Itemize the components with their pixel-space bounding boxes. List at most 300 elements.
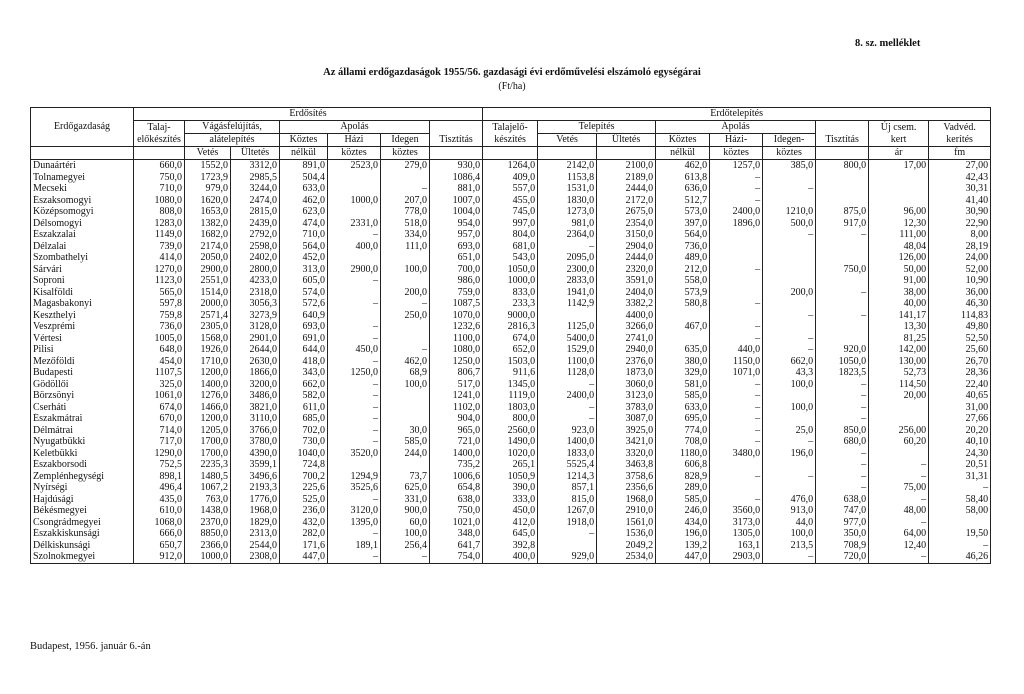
table-cell: 1710,0: [185, 356, 231, 368]
table-cell: –: [710, 298, 763, 310]
table-cell: 912,0: [134, 551, 185, 563]
table-cell: 20,20: [929, 425, 991, 437]
table-cell: 409,0: [483, 172, 538, 184]
table-cell: 30,31: [929, 183, 991, 195]
table-cell: 920,0: [816, 344, 869, 356]
table-cell: 881,0: [430, 183, 483, 195]
table-cell: 3780,0: [231, 436, 280, 448]
row-name: Vértesi: [31, 333, 134, 345]
table-cell: 1873,0: [597, 367, 656, 379]
table-cell: 917,0: [816, 218, 869, 230]
table-cell: 96,00: [869, 206, 929, 218]
table-cell: 518,0: [381, 218, 430, 230]
table-cell: 49,80: [929, 321, 991, 333]
table-cell: [869, 402, 929, 414]
table-cell: 1568,0: [185, 333, 231, 345]
table-cell: 334,0: [381, 229, 430, 241]
col-vetes: Vetés: [185, 147, 231, 160]
group-apolas2: Ápolás: [656, 121, 816, 134]
table-cell: 640,9: [280, 310, 328, 322]
row-name: Mezőföldi: [31, 356, 134, 368]
table-cell: 2049,2: [597, 540, 656, 552]
table-cell: 750,0: [134, 172, 185, 184]
table-cell: 46,30: [929, 298, 991, 310]
table-cell: 1264,0: [483, 160, 538, 172]
table-cell: [710, 310, 763, 322]
table-cell: 22,40: [929, 379, 991, 391]
table-cell: 100,0: [763, 402, 816, 414]
table-cell: [538, 310, 597, 322]
table-cell: 1400,0: [538, 436, 597, 448]
table-cell: 20,51: [929, 459, 991, 471]
table-cell: 246,0: [656, 505, 710, 517]
table-cell: 2675,0: [597, 206, 656, 218]
table-cell: 450,0: [328, 344, 381, 356]
table-cell: [816, 333, 869, 345]
table-cell: 4390,0: [231, 448, 280, 460]
table-cell: 12,30: [869, 218, 929, 230]
table-row: [31, 367, 991, 379]
table-cell: 543,0: [483, 252, 538, 264]
table-cell: 564,0: [280, 241, 328, 253]
table-cell: 574,0: [280, 287, 328, 299]
table-cell: 52,00: [929, 264, 991, 276]
table-cell: 2320,0: [597, 264, 656, 276]
row-name: Dunaártéri: [31, 160, 134, 172]
table-cell: 1050,0: [816, 356, 869, 368]
table-cell: [710, 229, 763, 241]
table-cell: [710, 459, 763, 471]
col-hazi-koztes: Házi: [328, 134, 381, 147]
table-cell: 754,0: [430, 551, 483, 563]
table-cell: 2644,0: [231, 344, 280, 356]
table-cell: 496,4: [134, 482, 185, 494]
table-cell: 1232,6: [430, 321, 483, 333]
table-cell: 800,0: [483, 413, 538, 425]
table-cell: 2598,0: [231, 241, 280, 253]
table-cell: 1200,0: [185, 367, 231, 379]
footer-date: Budapest, 1956. január 6.-án: [30, 641, 151, 652]
table-cell: 662,0: [280, 379, 328, 391]
table-cell: 806,7: [430, 367, 483, 379]
table-cell: 1823,5: [816, 367, 869, 379]
table-cell: 130,00: [869, 356, 929, 368]
table-cell: 1536,0: [597, 528, 656, 540]
table-cell: 638,0: [816, 494, 869, 506]
table-cell: [381, 413, 430, 425]
col-talaj-b: előkészítés: [134, 134, 185, 147]
table-cell: –: [816, 471, 869, 483]
table-cell: 654,8: [430, 482, 483, 494]
table-cell: 1257,0: [710, 160, 763, 172]
table-cell: 3110,0: [231, 413, 280, 425]
table-cell: 2095,0: [538, 252, 597, 264]
table-cell: 2940,0: [597, 344, 656, 356]
table-cell: –: [869, 551, 929, 563]
table-cell: –: [538, 402, 597, 414]
col-vad-c: fm: [929, 147, 991, 160]
table-cell: 418,0: [280, 356, 328, 368]
table-row: [31, 172, 991, 184]
table-cell: 720,0: [816, 551, 869, 563]
col-vetes2: Vetés: [538, 134, 597, 147]
table-row: [31, 402, 991, 414]
table-cell: 3525,6: [328, 482, 381, 494]
table-cell: 965,0: [430, 425, 483, 437]
table-cell: –: [816, 379, 869, 391]
table-cell: [763, 482, 816, 494]
table-cell: 200,0: [381, 287, 430, 299]
table-cell: –: [763, 183, 816, 195]
table-cell: 710,0: [280, 229, 328, 241]
table-cell: 1866,0: [231, 367, 280, 379]
table-cell: 139,2: [656, 540, 710, 552]
table-cell: –: [328, 436, 381, 448]
table-cell: 898,1: [134, 471, 185, 483]
table-cell: 1004,0: [430, 206, 483, 218]
table-cell: –: [328, 229, 381, 241]
table-cell: 977,0: [816, 517, 869, 529]
table-cell: 717,0: [134, 436, 185, 448]
table-cell: –: [328, 356, 381, 368]
table-cell: –: [710, 195, 763, 207]
table-cell: 2300,0: [538, 264, 597, 276]
table-cell: 2331,0: [328, 218, 381, 230]
table-cell: 558,0: [656, 275, 710, 287]
table-cell: 666,0: [134, 528, 185, 540]
table-cell: 28,19: [929, 241, 991, 253]
table-cell: 380,0: [656, 356, 710, 368]
row-name: Szombathelyi: [31, 252, 134, 264]
table-row: [31, 252, 991, 264]
table-cell: 43,3: [763, 367, 816, 379]
table-cell: 25,0: [763, 425, 816, 437]
table-cell: 114,50: [869, 379, 929, 391]
sub-empty: [430, 147, 483, 160]
table-cell: 200,0: [763, 287, 816, 299]
table-row: [31, 528, 991, 540]
table-cell: 815,0: [538, 494, 597, 506]
table-cell: 504,4: [280, 172, 328, 184]
table-cell: [763, 195, 816, 207]
table-cell: –: [538, 528, 597, 540]
table-cell: 3056,3: [231, 298, 280, 310]
table-cell: [328, 172, 381, 184]
table-cell: 721,0: [430, 436, 483, 448]
table-cell: 13,30: [869, 321, 929, 333]
table-cell: 467,0: [656, 321, 710, 333]
table-cell: 693,0: [280, 321, 328, 333]
table-cell: 325,0: [134, 379, 185, 391]
table-cell: 64,00: [869, 528, 929, 540]
table-cell: 929,0: [538, 551, 597, 563]
table-cell: 20,00: [869, 390, 929, 402]
table-cell: 1273,0: [538, 206, 597, 218]
table-cell: –: [710, 321, 763, 333]
table-cell: 40,00: [869, 298, 929, 310]
table-cell: 582,0: [280, 390, 328, 402]
table-cell: 997,0: [483, 218, 538, 230]
row-name: Északkiskunsági: [31, 528, 134, 540]
table-cell: –: [869, 494, 929, 506]
table-cell: 1561,0: [597, 517, 656, 529]
table-cell: 691,0: [280, 333, 328, 345]
table-cell: 196,0: [656, 528, 710, 540]
table-cell: 1000,0: [483, 275, 538, 287]
table-cell: 141,17: [869, 310, 929, 322]
table-cell: –: [763, 333, 816, 345]
row-name: Nyírségi: [31, 482, 134, 494]
table-cell: 2172,0: [597, 195, 656, 207]
table-cell: 114,83: [929, 310, 991, 322]
table-cell: 212,0: [656, 264, 710, 276]
col-koztes2: Köztes: [656, 134, 710, 147]
table-cell: –: [710, 436, 763, 448]
table-cell: 2142,0: [538, 160, 597, 172]
table-cell: 48,04: [869, 241, 929, 253]
table-row: [31, 310, 991, 322]
table-cell: –: [929, 482, 991, 494]
table-cell: 1529,0: [538, 344, 597, 356]
table-cell: 3173,0: [710, 517, 763, 529]
table-cell: 1149,0: [134, 229, 185, 241]
table-cell: 500,0: [763, 218, 816, 230]
table-cell: 2544,0: [231, 540, 280, 552]
table-cell: 670,0: [134, 413, 185, 425]
table-cell: 635,0: [656, 344, 710, 356]
table-row: [31, 471, 991, 483]
table-cell: 3486,0: [231, 390, 280, 402]
col-tisztitas: [430, 121, 483, 134]
table-cell: 2901,0: [231, 333, 280, 345]
table-cell: 447,0: [280, 551, 328, 563]
table-cell: 759,8: [134, 310, 185, 322]
table-cell: 189,1: [328, 540, 381, 552]
table-cell: [710, 275, 763, 287]
table-cell: 638,0: [430, 494, 483, 506]
table-cell: [816, 195, 869, 207]
table-cell: 8850,0: [185, 528, 231, 540]
table-cell: [763, 172, 816, 184]
table-cell: 2050,0: [185, 252, 231, 264]
table-row: [31, 287, 991, 299]
table-cell: 450,0: [483, 505, 538, 517]
table-cell: 2364,0: [538, 229, 597, 241]
table-cell: 2193,3: [231, 482, 280, 494]
col-tisztitas-label: Tisztítás: [430, 134, 483, 147]
table-cell: 2402,0: [231, 252, 280, 264]
table-cell: 581,0: [656, 379, 710, 391]
table-cell: 3520,0: [328, 448, 381, 460]
table-cell: 3783,0: [597, 402, 656, 414]
table-cell: 2404,0: [597, 287, 656, 299]
table-cell: 759,0: [430, 287, 483, 299]
table-row: [31, 379, 991, 391]
table-row: [31, 218, 991, 230]
table-cell: 633,0: [656, 402, 710, 414]
table-cell: 752,5: [134, 459, 185, 471]
table-cell: 400,0: [483, 551, 538, 563]
table-row: [31, 448, 991, 460]
table-cell: 1552,0: [185, 160, 231, 172]
row-name: Gödöllői: [31, 379, 134, 391]
table-cell: 27,66: [929, 413, 991, 425]
table-cell: –: [710, 390, 763, 402]
table-cell: 774,0: [656, 425, 710, 437]
row-name: Cserháti: [31, 402, 134, 414]
table-cell: 1068,0: [134, 517, 185, 529]
table-row: [31, 413, 991, 425]
table-cell: 3591,0: [597, 275, 656, 287]
page-subtitle: (Ft/ha): [498, 81, 526, 92]
table-cell: 22,90: [929, 218, 991, 230]
table-cell: 913,0: [763, 505, 816, 517]
table-cell: [381, 402, 430, 414]
table-cell: 745,0: [483, 206, 538, 218]
table-cell: [328, 183, 381, 195]
row-name: Börzsönyi: [31, 390, 134, 402]
table-cell: [929, 517, 991, 529]
table-cell: 1345,0: [483, 379, 538, 391]
table-cell: 52,73: [869, 367, 929, 379]
table-row: [31, 344, 991, 356]
table-cell: 48,00: [869, 505, 929, 517]
table-cell: [381, 321, 430, 333]
table-cell: –: [328, 321, 381, 333]
table-cell: 392,8: [483, 540, 538, 552]
table-cell: 763,0: [185, 494, 231, 506]
table-cell: 42,43: [929, 172, 991, 184]
table-cell: 233,3: [483, 298, 538, 310]
row-name: Magasbakonyi: [31, 298, 134, 310]
table-cell: 1050,9: [483, 471, 538, 483]
table-cell: 1214,3: [538, 471, 597, 483]
table-cell: 2630,0: [231, 356, 280, 368]
table-cell: 636,0: [656, 183, 710, 195]
table-cell: 2400,0: [710, 206, 763, 218]
table-cell: [381, 172, 430, 184]
table-cell: 282,0: [280, 528, 328, 540]
table-cell: 1100,0: [430, 333, 483, 345]
row-name: Keszthelyi: [31, 310, 134, 322]
table-cell: 279,0: [381, 160, 430, 172]
table-cell: 3382,2: [597, 298, 656, 310]
table-cell: [763, 241, 816, 253]
row-name: Tolnamegyei: [31, 172, 134, 184]
table-cell: 1400,0: [185, 379, 231, 391]
table-cell: 432,0: [280, 517, 328, 529]
table-cell: 27,00: [929, 160, 991, 172]
table-cell: 891,0: [280, 160, 328, 172]
table-cell: 585,0: [381, 436, 430, 448]
table-cell: –: [869, 517, 929, 529]
table-cell: [763, 252, 816, 264]
table-cell: 708,9: [816, 540, 869, 552]
table-row: [31, 264, 991, 276]
table-cell: 750,0: [430, 505, 483, 517]
table-cell: 1305,0: [710, 528, 763, 540]
table-cell: 31,31: [929, 471, 991, 483]
table-cell: [328, 252, 381, 264]
table-cell: 736,0: [656, 241, 710, 253]
table-cell: 1620,0: [185, 195, 231, 207]
col-uj-c: ár: [869, 147, 929, 160]
table-cell: 1150,0: [710, 356, 763, 368]
table-cell: 1142,9: [538, 298, 597, 310]
table-cell: 644,0: [280, 344, 328, 356]
table-cell: 808,0: [134, 206, 185, 218]
table-cell: 435,0: [134, 494, 185, 506]
table-cell: 454,0: [134, 356, 185, 368]
table-cell: 58,00: [929, 505, 991, 517]
table-cell: 256,4: [381, 540, 430, 552]
col-tisztitas2: [816, 121, 869, 134]
table-cell: 2474,0: [231, 195, 280, 207]
table-cell: 1080,0: [430, 344, 483, 356]
table-cell: 1180,0: [656, 448, 710, 460]
table-cell: –: [816, 413, 869, 425]
table-cell: 2815,0: [231, 206, 280, 218]
table-cell: 2833,0: [538, 275, 597, 287]
sub-empty: [134, 147, 185, 160]
table-cell: [869, 172, 929, 184]
table-cell: –: [816, 459, 869, 471]
table-row: [31, 333, 991, 345]
table-cell: 652,0: [483, 344, 538, 356]
table-cell: 739,0: [134, 241, 185, 253]
table-cell: [381, 459, 430, 471]
row-name: Északzalai: [31, 229, 134, 241]
table-cell: 695,0: [656, 413, 710, 425]
table-cell: [816, 275, 869, 287]
table-cell: 1700,0: [185, 436, 231, 448]
table-cell: 397,0: [656, 218, 710, 230]
table-cell: 58,40: [929, 494, 991, 506]
table-cell: –: [929, 540, 991, 552]
table-cell: 3200,0: [231, 379, 280, 391]
table-cell: 625,0: [381, 482, 430, 494]
row-name: Középsomogyi: [31, 206, 134, 218]
table-cell: 256,00: [869, 425, 929, 437]
table-cell: –: [763, 436, 816, 448]
table-cell: 564,0: [656, 229, 710, 241]
table-cell: 700,0: [430, 264, 483, 276]
table-row: [31, 517, 991, 529]
table-cell: 2900,0: [328, 264, 381, 276]
table-row: [31, 551, 991, 563]
row-name: Soproni: [31, 275, 134, 287]
table-cell: 2235,3: [185, 459, 231, 471]
price-table: [30, 107, 991, 564]
table-cell: 2370,0: [185, 517, 231, 529]
table-cell: 2792,0: [231, 229, 280, 241]
col-koztes2-b: nélkül: [656, 147, 710, 160]
table-cell: 645,0: [483, 528, 538, 540]
table-cell: 613,8: [656, 172, 710, 184]
table-cell: 930,0: [430, 160, 483, 172]
table-cell: 2444,0: [597, 183, 656, 195]
row-name: Pilisi: [31, 344, 134, 356]
table-cell: 1210,0: [763, 206, 816, 218]
table-cell: 10,90: [929, 275, 991, 287]
table-cell: –: [328, 551, 381, 563]
table-cell: 714,0: [134, 425, 185, 437]
table-cell: 5400,0: [538, 333, 597, 345]
table-header: [31, 108, 991, 160]
row-name: Sárvári: [31, 264, 134, 276]
table-cell: 957,0: [430, 229, 483, 241]
table-cell: 650,7: [134, 540, 185, 552]
